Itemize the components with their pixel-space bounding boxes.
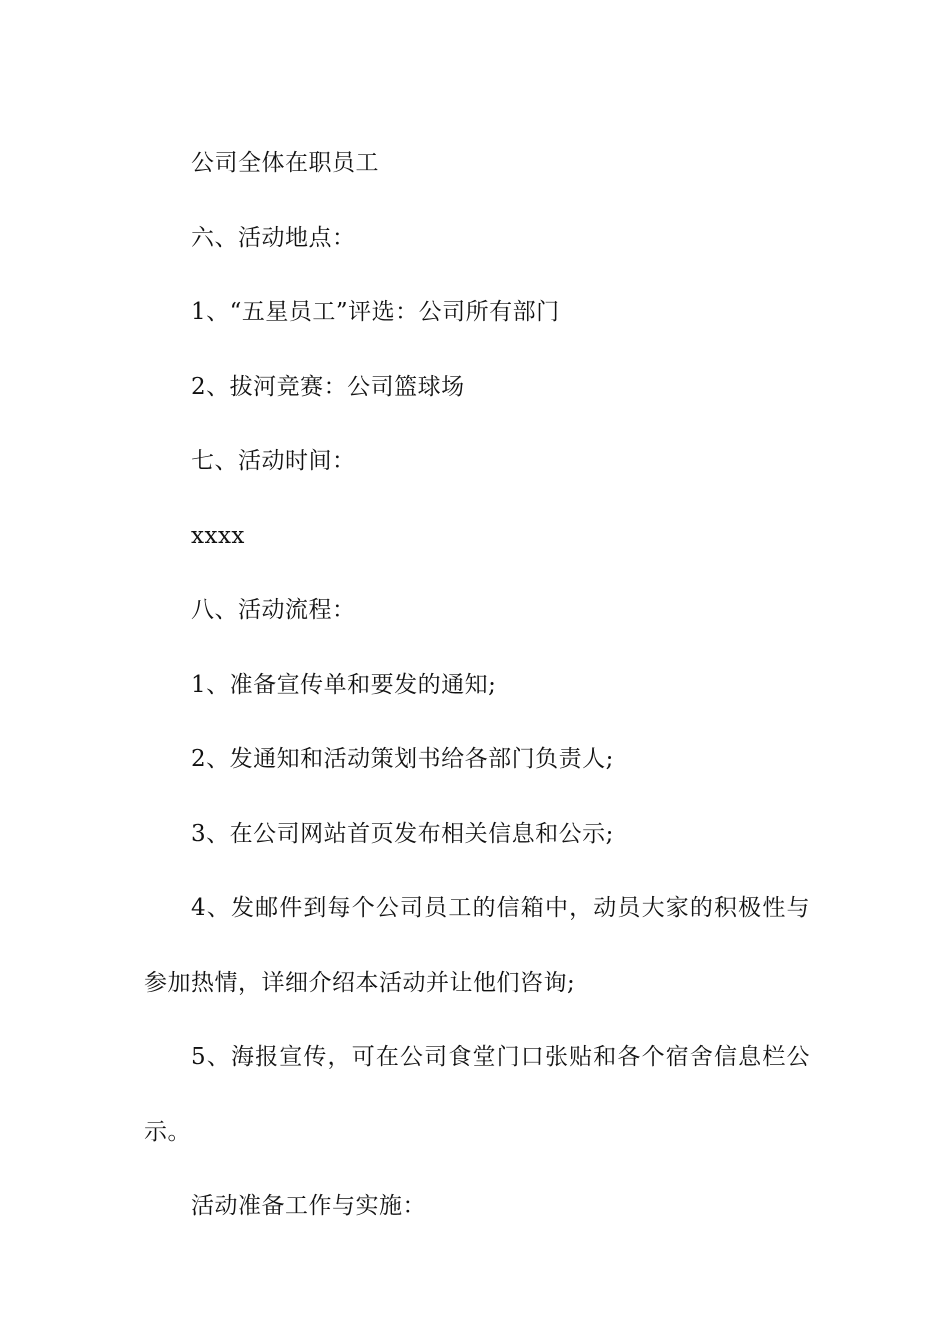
paragraph-location-1: 1、“五星员工”评选：公司所有部门 — [191, 299, 560, 325]
paragraph-process-4: 4、发邮件到每个公司员工的信箱中，动员大家的积极性与参加热情，详细介绍本活动并让他们咨询; — [144, 895, 810, 996]
paragraph-process-2: 2、发通知和活动策划书给各部门负责人; — [191, 746, 614, 772]
paragraph-process-5: 5、海报宣传，可在公司食堂门口张贴和各个宿舍信息栏公示。 — [144, 1044, 810, 1145]
paragraph-participants: 公司全体在职员工 — [191, 150, 379, 176]
paragraph-process-3: 3、在公司网站首页发布相关信息和公示; — [191, 820, 614, 847]
heading-location: 六、活动地点： — [191, 224, 356, 251]
paragraph-process-1: 1、准备宣传单和要发的通知; — [191, 671, 497, 698]
document-body — [144, 126, 810, 1244]
heading-time: 七、活动时间： — [191, 448, 356, 474]
heading-preparation: 活动准备工作与实施： — [191, 1193, 426, 1219]
paragraph-time: xxxx — [191, 522, 245, 549]
paragraph-location-2: 2、拔河竞赛：公司篮球场 — [191, 373, 465, 400]
heading-process: 八、活动流程： — [191, 597, 356, 623]
